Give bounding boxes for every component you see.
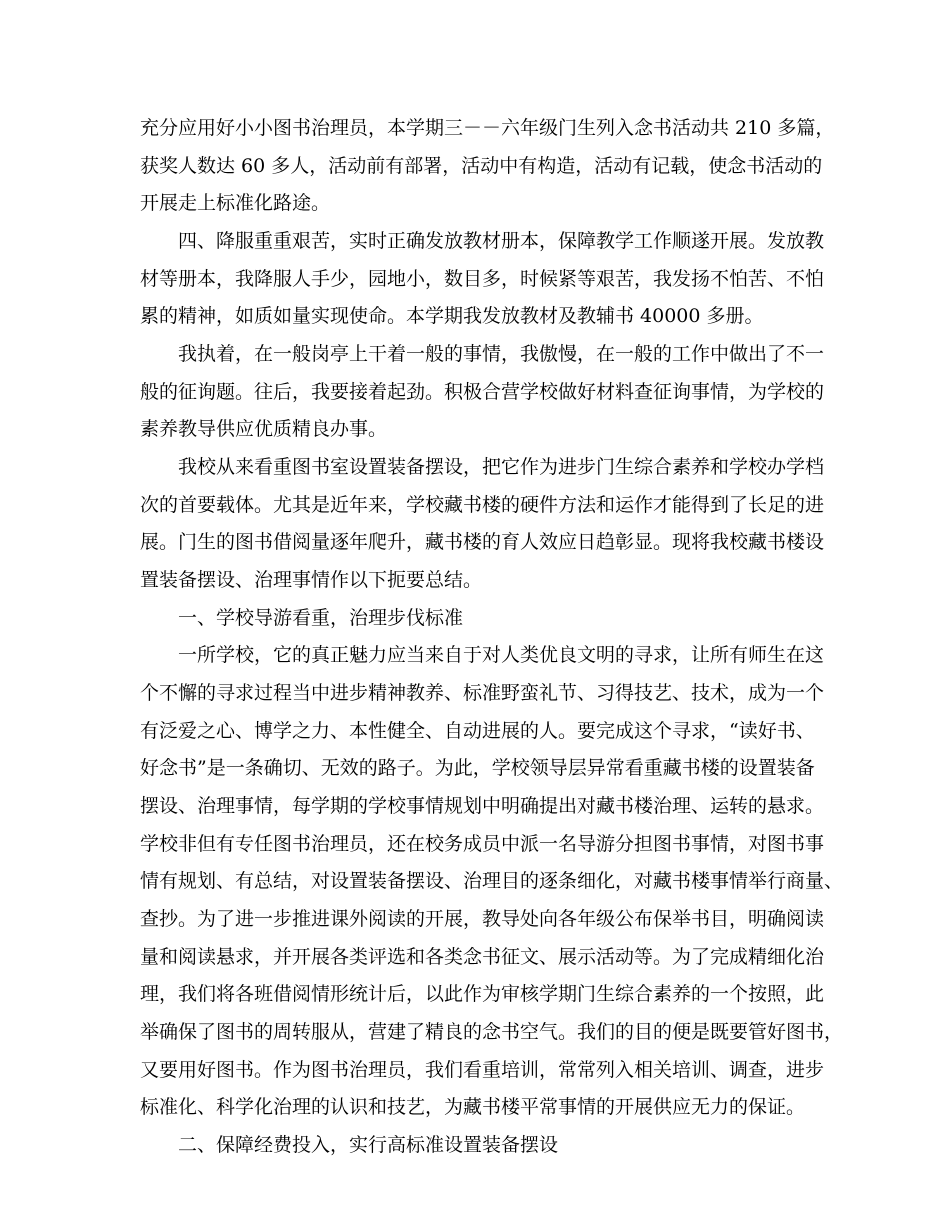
text-line: 素养教导供应优质精良办事。 — [140, 418, 388, 440]
text-line: 一所学校，它的真正魅力应当来自于对人类优良文明的寻求，让所有师生在这 — [178, 644, 825, 666]
text-line: 又要用好图书。作为图书治理员，我们看重培训，常常列入相关培训、调查，进步 — [140, 1059, 825, 1081]
section-heading: 二、保障经费投入，实行高标准设置装备摆设 — [178, 1134, 559, 1156]
text-line: 量和阅读悬求，并开展各类评选和各类念书征文、展示活动等。为了完成精细化治 — [140, 946, 825, 968]
text-line: 般的征询题。往后，我要接着起劲。积极合营学校做好材料查征询事情，为学校的 — [140, 381, 825, 403]
text-line: 理，我们将各班借阅情形统计后，以此作为审核学期门生综合素养的一个按照，此 — [140, 983, 825, 1005]
text-line: 摆设、治理事情，每学期的学校事情规划中明确提出对藏书楼治理、运转的悬求。 — [140, 795, 825, 817]
text-line: 获奖人数达 60 多人，活动前有部署，活动中有构造，活动有记载，使念书活动的 — [140, 155, 823, 177]
text-line: 次的首要载体。尤其是近年来，学校藏书楼的硬件方法和运作才能得到了长足的进 — [140, 494, 825, 516]
text-line: 累的精神，如质如量实现使命。本学期我发放教材及教辅书 40000 多册。 — [140, 305, 764, 327]
text-line: 置装备摆设、治理事情作以下扼要总结。 — [140, 569, 483, 591]
text-line: 充分应用好小小图书治理员，本学期三－－六年级门生列入念书活动共 210 多篇， — [140, 117, 835, 139]
text-line: 材等册本，我降服人手少，园地小，数目多，时候紧等艰苦，我发扬不怕苦、不怕 — [140, 268, 825, 290]
section-heading: 一、学校导游看重，治理步伐标准 — [178, 607, 464, 629]
text-line: 情有规划、有总结，对设置装备摆设、治理目的逐条细化，对藏书楼事情举行商量、 — [140, 870, 844, 892]
text-line: 个不懈的寻求过程当中进步精神教养、标准野蛮礼节、习得技艺、技术，成为一个 — [140, 682, 825, 704]
text-line: 开展走上标准化路途。 — [140, 192, 331, 214]
text-line: 四、降服重重艰苦，实时正确发放教材册本，保障教学工作顺遂开展。发放教 — [178, 230, 825, 252]
text-line: 好念书”是一条确切、无效的路子。为此，学校领导层异常看重藏书楼的设置装备 — [140, 757, 815, 779]
text-line: 我校从来看重图书室设置装备摆设，把它作为进步门生综合素养和学校办学档 — [178, 456, 825, 478]
text-line: 查抄。为了进一步推进课外阅读的开展，教导处向各年级公布保举书目，明确阅读 — [140, 908, 825, 930]
text-line: 我执着，在一般岗亭上干着一般的事情，我傲慢，在一般的工作中做出了不一 — [178, 343, 825, 365]
text-line: 学校非但有专任图书治理员，还在校务成员中派一名导游分担图书事情，对图书事 — [140, 833, 825, 855]
text-line: 有泛爱之心、博学之力、本性健全、自动进展的人。要完成这个寻求，“读好书、 — [140, 720, 815, 742]
text-line: 举确保了图书的周转服从，营建了精良的念书空气。我们的目的便是既要管好图书， — [140, 1021, 844, 1043]
text-line: 展。门生的图书借阅量逐年爬升，藏书楼的育人效应日趋彰显。现将我校藏书楼设 — [140, 531, 825, 553]
text-line: 标准化、科学化治理的认识和技艺，为藏书楼平常事情的开展供应无力的保证。 — [140, 1096, 806, 1118]
